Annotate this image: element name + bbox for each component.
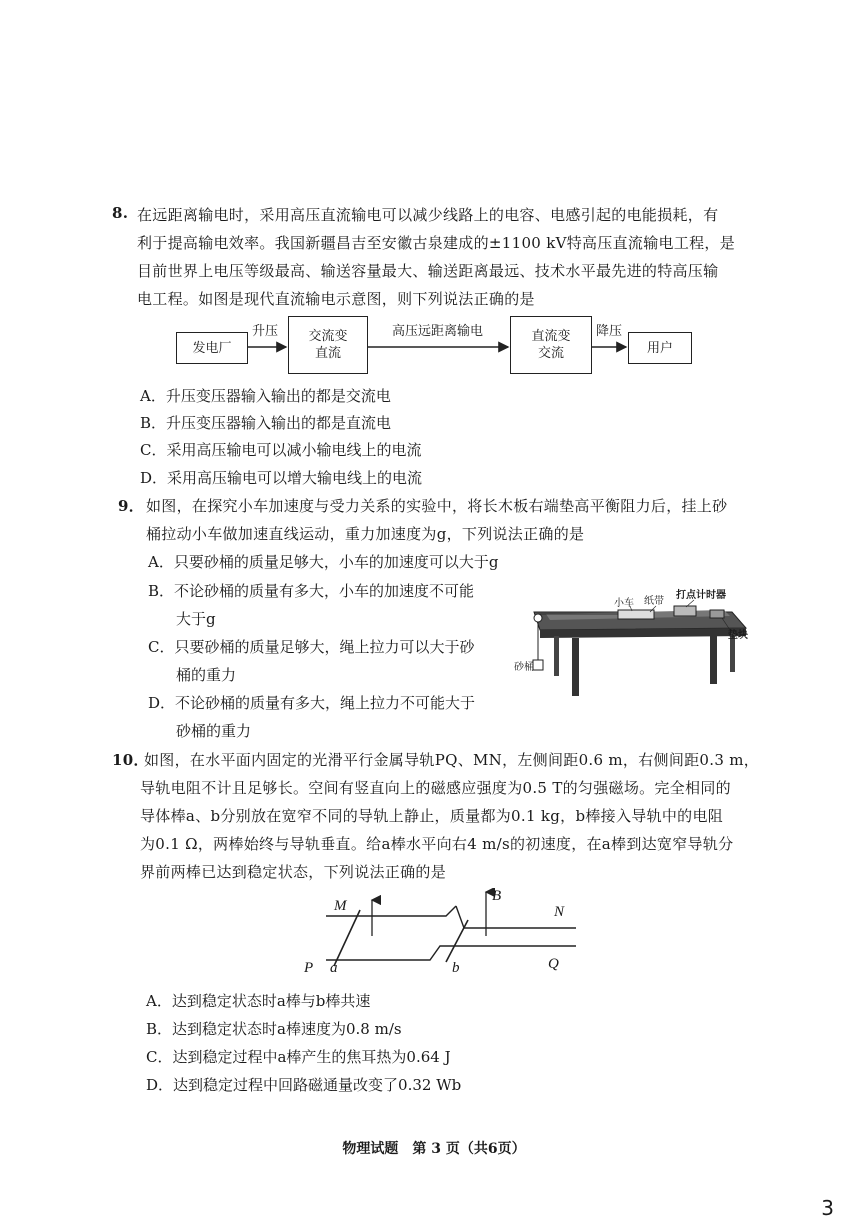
label-n: N (554, 904, 565, 920)
question-stem-line: 在远距离输电时，采用高压直流输电可以减少线路上的电容、电感引起的电能损耗，有 (137, 206, 719, 224)
corner-page-number: 3 (821, 1196, 834, 1220)
figure-label-block: 垫块 (728, 630, 748, 641)
diagram-arrows (0, 0, 868, 400)
figure-label-tape: 纸带 (644, 596, 664, 607)
label-p: P (304, 960, 314, 976)
question-stem-line: 电工程。如图是现代直流输电示意图，则下列说法正确的是 (137, 290, 535, 308)
figure-label-cart: 小车 (614, 598, 634, 609)
option-c: C．只要砂桶的质量足够大，绳上拉力可以大于砂 (148, 638, 475, 656)
question-number: 10． (112, 751, 149, 769)
question-stem-line: 如图，在水平面内固定的光滑平行金属导轨PQ、MN，左侧间距0.6 m，右侧间距0.3 m， (144, 751, 760, 769)
question-stem-line: 导轨电阻不计且足够长。空间有竖直向上的磁感应强度为0.5 T的匀强磁场。完全相同的 (140, 779, 731, 797)
option-d: D．不论砂桶的质量有多大，绳上拉力不可能大于 (148, 694, 476, 712)
option-d-cont: 砂桶的重力 (176, 722, 252, 740)
label-m: M (334, 898, 347, 914)
option-a: A．升压变压器输入输出的都是交流电 (140, 387, 391, 405)
option-a: A．达到稳定状态时a棒与b棒共速 (146, 992, 371, 1010)
option-d: D．达到稳定过程中回路磁通量改变了0.32 Wb (146, 1076, 462, 1094)
figure-label-bucket: 砂桶 (514, 662, 534, 673)
diagram-box-user: 用户 (628, 332, 692, 364)
cart-experiment-figure (510, 586, 752, 700)
diagram-box-dc-to-ac: 直流变 交流 (510, 316, 592, 374)
diagram-box-power-plant: 发电厂 (176, 332, 248, 364)
label-a: a (330, 960, 338, 976)
question-number: 8. (112, 204, 129, 222)
option-d: D．采用高压输电可以增大输电线上的电流 (140, 469, 423, 487)
option-b-cont: 大于g (176, 610, 216, 628)
question-stem-line: 导体棒a、b分别放在宽窄不同的导轨上静止，质量都为0.1 kg，b棒接入导轨中的电阻 (140, 807, 724, 825)
question-stem-line: 利于提高输电效率。我国新疆昌吉至安徽古泉建成的±1100 kV特高压直流输电工程，是 (137, 234, 736, 252)
question-stem-line: 界前两棒已达到稳定状态，下列说法正确的是 (140, 863, 447, 881)
option-b: B．不论砂桶的质量有多大，小车的加速度不可能 (148, 582, 475, 600)
question-stem-line: 为0.1 Ω，两棒始终与导轨垂直。给a棒水平向右4 m/s的初速度，在a棒到达宽窄导轨分 (140, 835, 734, 853)
diagram-label-step-down: 降压 (596, 324, 623, 339)
question-number: 9． (118, 497, 145, 515)
label-q: Q (548, 956, 559, 972)
question-stem-line: 桶拉动小车做加速直线运动，重力加速度为g，下列说法正确的是 (146, 525, 585, 543)
figure-label-timer: 打点计时器 (676, 590, 726, 601)
option-c: C．达到稳定过程中a棒产生的焦耳热为0.64 J (146, 1048, 451, 1066)
rails-figure (296, 888, 586, 980)
diagram-label-step-up: 升压 (252, 324, 279, 339)
diagram-label-transmission: 高压远距离输电 (392, 324, 484, 339)
option-a: A．只要砂桶的质量足够大，小车的加速度可以大于g (148, 553, 499, 571)
label-b: b (452, 960, 460, 976)
option-b: B．升压变压器输入输出的都是直流电 (140, 414, 392, 432)
option-b: B．达到稳定状态时a棒速度为0.8 m/s (146, 1020, 402, 1038)
question-stem-line: 目前世界上电压等级最高、输送容量最大、输送距离最远、技术水平最先进的特高压输 (137, 262, 719, 280)
diagram-box-ac-to-dc: 交流变 直流 (288, 316, 368, 374)
option-c-cont: 桶的重力 (176, 666, 237, 684)
option-c: C．采用高压输电可以减小输电线上的电流 (140, 441, 422, 459)
question-stem-line: 如图，在探究小车加速度与受力关系的实验中，将长木板右端垫高平衡阻力后，挂上砂 (146, 497, 728, 515)
page-footer: 物理试题 第 3 页（共6页） (342, 1141, 526, 1157)
label-field-b: B (492, 888, 502, 904)
